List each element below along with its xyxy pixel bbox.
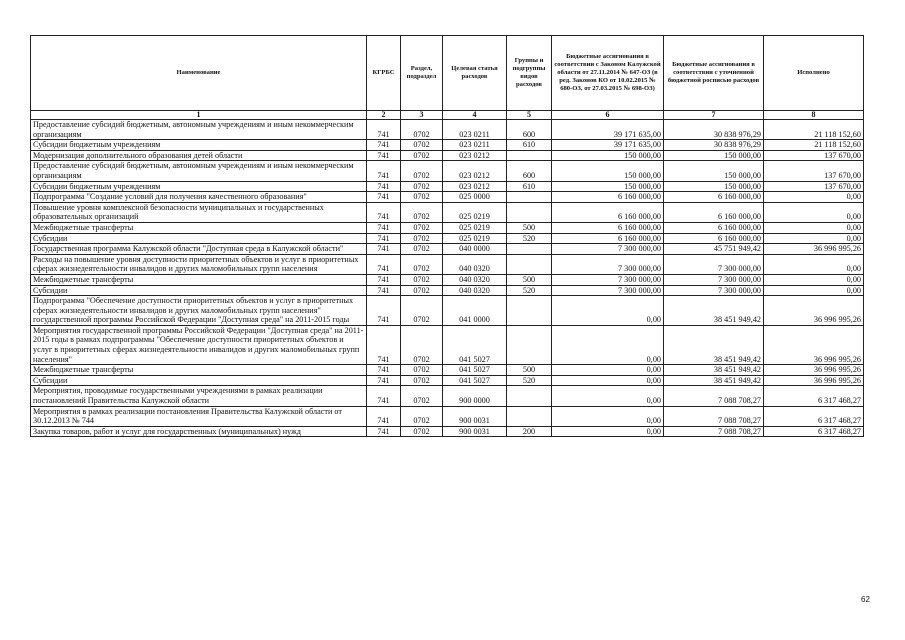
cell-kgrbs: 741: [367, 140, 401, 151]
col-alloc-refined-header: Бюджетные ассигнования в соответствии с уточненной бюджетной росписью расходов: [664, 36, 764, 111]
cell-group: [507, 386, 552, 406]
cell-kgrbs: 741: [367, 222, 401, 233]
cell-group: 520: [507, 233, 552, 244]
cell-target: 025 0219: [443, 233, 507, 244]
cell-kgrbs: 741: [367, 325, 401, 364]
cell-group: [507, 244, 552, 255]
cell-executed: 21 118 152,60: [764, 140, 864, 151]
cell-target: 023 0211: [443, 120, 507, 140]
cell-executed: 137 670,00: [764, 181, 864, 192]
cell-target: 041 0000: [443, 296, 507, 326]
budget-table-sheet: [30, 35, 863, 437]
cell-name: Мероприятия, проводимые государственными учреждениями в рамках реализации постановлений Правительства Калужской области: [31, 386, 367, 406]
cell-target: 023 0212: [443, 161, 507, 181]
page-number: 62: [861, 595, 870, 604]
cell-section: 0702: [401, 375, 443, 386]
cell-kgrbs: 741: [367, 285, 401, 296]
budget-table: [30, 35, 864, 437]
cell-kgrbs: 741: [367, 202, 401, 222]
cell-alloc-refined: 7 088 708,27: [664, 406, 764, 426]
table-row: [31, 375, 864, 386]
cell-target: 900 0031: [443, 426, 507, 437]
table-row: [31, 233, 864, 244]
column-number: 4: [443, 111, 507, 120]
cell-section: 0702: [401, 325, 443, 364]
cell-alloc-refined: 38 451 949,42: [664, 365, 764, 376]
cell-alloc-refined: 150 000,00: [664, 181, 764, 192]
cell-executed: 6 317 468,27: [764, 406, 864, 426]
cell-group: 520: [507, 285, 552, 296]
cell-executed: 0,00: [764, 192, 864, 203]
cell-section: 0702: [401, 426, 443, 437]
table-row: [31, 120, 864, 140]
cell-target: 023 0212: [443, 181, 507, 192]
cell-executed: 36 996 995,26: [764, 325, 864, 364]
cell-target: 025 0219: [443, 202, 507, 222]
cell-kgrbs: 741: [367, 386, 401, 406]
cell-executed: 36 996 995,26: [764, 296, 864, 326]
cell-target: 900 0031: [443, 406, 507, 426]
cell-alloc-refined: 7 300 000,00: [664, 274, 764, 285]
cell-alloc-law: 7 300 000,00: [552, 254, 664, 274]
cell-section: 0702: [401, 120, 443, 140]
cell-target: 041 5027: [443, 375, 507, 386]
cell-alloc-refined: 6 160 000,00: [664, 222, 764, 233]
cell-kgrbs: 741: [367, 150, 401, 161]
cell-executed: 6 317 468,27: [764, 386, 864, 406]
cell-alloc-law: 6 160 000,00: [552, 222, 664, 233]
cell-alloc-refined: 6 160 000,00: [664, 192, 764, 203]
cell-group: 200: [507, 426, 552, 437]
cell-alloc-law: 0,00: [552, 406, 664, 426]
cell-target: 023 0212: [443, 150, 507, 161]
cell-name: Субсидии: [31, 375, 367, 386]
cell-alloc-law: 0,00: [552, 296, 664, 326]
table-row: [31, 296, 864, 326]
column-number: 6: [552, 111, 664, 120]
cell-name: Модернизация дополнительного образования детей области: [31, 150, 367, 161]
cell-section: 0702: [401, 296, 443, 326]
cell-section: 0702: [401, 254, 443, 274]
cell-group: 610: [507, 140, 552, 151]
cell-name: Субсидии: [31, 285, 367, 296]
cell-alloc-refined: 45 751 949,42: [664, 244, 764, 255]
cell-alloc-law: 6 160 000,00: [552, 192, 664, 203]
table-row: [31, 365, 864, 376]
cell-executed: 0,00: [764, 254, 864, 274]
column-number: 5: [507, 111, 552, 120]
table-row: [31, 325, 864, 364]
cell-name: Закупка товаров, работ и услуг для государственных (муниципальных) нужд: [31, 426, 367, 437]
cell-alloc-law: 0,00: [552, 325, 664, 364]
col-group-header: Группы и подгруппы видов расходов: [507, 36, 552, 111]
cell-kgrbs: 741: [367, 120, 401, 140]
cell-alloc-law: 150 000,00: [552, 150, 664, 161]
col-target-header: Целевая статья расходов: [443, 36, 507, 111]
table-row: [31, 222, 864, 233]
table-row: [31, 150, 864, 161]
cell-executed: 21 118 152,60: [764, 120, 864, 140]
cell-group: 500: [507, 222, 552, 233]
cell-executed: 137 670,00: [764, 161, 864, 181]
cell-executed: 0,00: [764, 285, 864, 296]
cell-alloc-law: 0,00: [552, 426, 664, 437]
cell-kgrbs: 741: [367, 375, 401, 386]
col-section-header: Раздел, подраздел: [401, 36, 443, 111]
cell-alloc-refined: 30 838 976,29: [664, 140, 764, 151]
cell-name: Подпрограмма "Создание условий для получения качественного образования": [31, 192, 367, 203]
column-number-row: [31, 111, 864, 120]
cell-name: Подпрограмма "Обеспечение доступности приоритетных объектов и услуг в приоритетных сферах жизнедеятельности инвалидов и других маломобильных групп населения" государственной программы Российской Федерации "Доступная среда" на 2011-2015 годы: [31, 296, 367, 326]
cell-section: 0702: [401, 274, 443, 285]
cell-kgrbs: 741: [367, 426, 401, 437]
table-row: [31, 202, 864, 222]
column-number: 8: [764, 111, 864, 120]
cell-alloc-refined: 7 088 708,27: [664, 426, 764, 437]
cell-section: 0702: [401, 222, 443, 233]
cell-alloc-refined: 6 160 000,00: [664, 233, 764, 244]
cell-executed: 0,00: [764, 274, 864, 285]
cell-alloc-refined: 38 451 949,42: [664, 375, 764, 386]
cell-alloc-refined: 38 451 949,42: [664, 325, 764, 364]
cell-group: 600: [507, 161, 552, 181]
header-row: [31, 36, 864, 111]
column-number: 1: [31, 111, 367, 120]
cell-alloc-law: 39 171 635,00: [552, 140, 664, 151]
cell-alloc-law: 7 300 000,00: [552, 244, 664, 255]
table-row: [31, 140, 864, 151]
cell-name: Предоставление субсидий бюджетным, автономным учреждениям и иным некоммерческим организациям: [31, 120, 367, 140]
cell-kgrbs: 741: [367, 192, 401, 203]
cell-section: 0702: [401, 181, 443, 192]
cell-kgrbs: 741: [367, 244, 401, 255]
cell-group: [507, 202, 552, 222]
table-row: [31, 181, 864, 192]
cell-section: 0702: [401, 233, 443, 244]
cell-section: 0702: [401, 365, 443, 376]
table-row: [31, 406, 864, 426]
table-row: [31, 192, 864, 203]
column-number: 2: [367, 111, 401, 120]
cell-alloc-refined: 7 300 000,00: [664, 285, 764, 296]
cell-kgrbs: 741: [367, 296, 401, 326]
cell-name: Расходы на повышение уровня доступности приоритетных объектов и услуг в приоритетных сферах жизнедеятельности инвалидов и других маломобильных групп населения: [31, 254, 367, 274]
cell-executed: 0,00: [764, 202, 864, 222]
cell-alloc-law: 0,00: [552, 375, 664, 386]
cell-section: 0702: [401, 150, 443, 161]
cell-name: Государственная программа Калужской области "Доступная среда в Калужской области": [31, 244, 367, 255]
cell-name: Межбюджетные трансферты: [31, 365, 367, 376]
column-number: 3: [401, 111, 443, 120]
cell-executed: 137 670,00: [764, 150, 864, 161]
cell-name: Субсидии бюджетным учреждениям: [31, 181, 367, 192]
cell-executed: 36 996 995,26: [764, 365, 864, 376]
cell-target: 040 0320: [443, 254, 507, 274]
cell-name: Межбюджетные трансферты: [31, 222, 367, 233]
cell-alloc-law: 39 171 635,00: [552, 120, 664, 140]
cell-executed: 0,00: [764, 233, 864, 244]
table-row: [31, 254, 864, 274]
cell-alloc-refined: 7 300 000,00: [664, 254, 764, 274]
cell-group: 610: [507, 181, 552, 192]
cell-executed: 0,00: [764, 222, 864, 233]
cell-group: [507, 296, 552, 326]
col-alloc-law-header: Бюджетные ассигнования в соответствии с Законом Калужской области от 27.11.2014 № 647-ОЗ (в ред. Законов КО от 10.02.2015 № 680-ОЗ, от 27.03.2015 № 698-ОЗ): [552, 36, 664, 111]
cell-alloc-law: 150 000,00: [552, 161, 664, 181]
cell-section: 0702: [401, 140, 443, 151]
cell-target: 025 0000: [443, 192, 507, 203]
table-row: [31, 244, 864, 255]
table-row: [31, 161, 864, 181]
cell-kgrbs: 741: [367, 365, 401, 376]
cell-executed: 36 996 995,26: [764, 244, 864, 255]
cell-kgrbs: 741: [367, 233, 401, 244]
cell-group: [507, 192, 552, 203]
cell-name: Повышение уровня комплексной безопасности муниципальных и государственных образовательных организаций: [31, 202, 367, 222]
cell-section: 0702: [401, 406, 443, 426]
cell-section: 0702: [401, 244, 443, 255]
cell-name: Субсидии: [31, 233, 367, 244]
cell-group: 520: [507, 375, 552, 386]
cell-kgrbs: 741: [367, 161, 401, 181]
cell-name: Мероприятия в рамках реализации постановления Правительства Калужской области от 30.12.2013 № 744: [31, 406, 367, 426]
table-row: [31, 426, 864, 437]
cell-alloc-refined: 7 088 708,27: [664, 386, 764, 406]
cell-target: 040 0320: [443, 274, 507, 285]
col-executed-header: Исполнено: [764, 36, 864, 111]
cell-section: 0702: [401, 192, 443, 203]
cell-alloc-refined: 150 000,00: [664, 161, 764, 181]
cell-executed: 36 996 995,26: [764, 375, 864, 386]
cell-target: 025 0219: [443, 222, 507, 233]
cell-group: 600: [507, 120, 552, 140]
cell-section: 0702: [401, 202, 443, 222]
cell-target: 040 0000: [443, 244, 507, 255]
budget-table-body: [31, 120, 864, 437]
cell-group: [507, 325, 552, 364]
cell-alloc-law: 7 300 000,00: [552, 285, 664, 296]
table-row: [31, 285, 864, 296]
cell-name: Предоставление субсидий бюджетным, автономным учреждениям и иным некоммерческим организациям: [31, 161, 367, 181]
cell-target: 040 0320: [443, 285, 507, 296]
col-kgrbs-header: КГРБС: [367, 36, 401, 111]
cell-target: 900 0000: [443, 386, 507, 406]
table-row: [31, 274, 864, 285]
cell-name: Субсидии бюджетным учреждениям: [31, 140, 367, 151]
cell-alloc-law: 150 000,00: [552, 181, 664, 192]
cell-group: 500: [507, 274, 552, 285]
cell-section: 0702: [401, 386, 443, 406]
cell-kgrbs: 741: [367, 406, 401, 426]
cell-alloc-law: 7 300 000,00: [552, 274, 664, 285]
cell-group: 500: [507, 365, 552, 376]
col-name-header: Наименование: [31, 36, 367, 111]
cell-target: 041 5027: [443, 325, 507, 364]
cell-alloc-law: 6 160 000,00: [552, 233, 664, 244]
cell-alloc-law: 0,00: [552, 386, 664, 406]
cell-executed: 6 317 468,27: [764, 426, 864, 437]
cell-kgrbs: 741: [367, 254, 401, 274]
cell-kgrbs: 741: [367, 181, 401, 192]
cell-alloc-law: 6 160 000,00: [552, 202, 664, 222]
cell-alloc-refined: 38 451 949,42: [664, 296, 764, 326]
cell-alloc-law: 0,00: [552, 365, 664, 376]
cell-name: Межбюджетные трансферты: [31, 274, 367, 285]
cell-alloc-refined: 30 838 976,29: [664, 120, 764, 140]
cell-name: Мероприятия государственной программы Российской Федерации "Доступная среда" на 2011-2015 годы в рамках подпрограммы "Обеспечение доступности приоритетных объектов и услуг в приоритетных сферах жизнедеятельности инвалидов и других маломобильных групп населения": [31, 325, 367, 364]
cell-section: 0702: [401, 285, 443, 296]
cell-kgrbs: 741: [367, 274, 401, 285]
column-number: 7: [664, 111, 764, 120]
cell-group: [507, 406, 552, 426]
cell-group: [507, 254, 552, 274]
cell-alloc-refined: 6 160 000,00: [664, 202, 764, 222]
table-row: [31, 386, 864, 406]
cell-target: 023 0211: [443, 140, 507, 151]
cell-target: 041 5027: [443, 365, 507, 376]
cell-section: 0702: [401, 161, 443, 181]
cell-group: [507, 150, 552, 161]
cell-alloc-refined: 150 000,00: [664, 150, 764, 161]
